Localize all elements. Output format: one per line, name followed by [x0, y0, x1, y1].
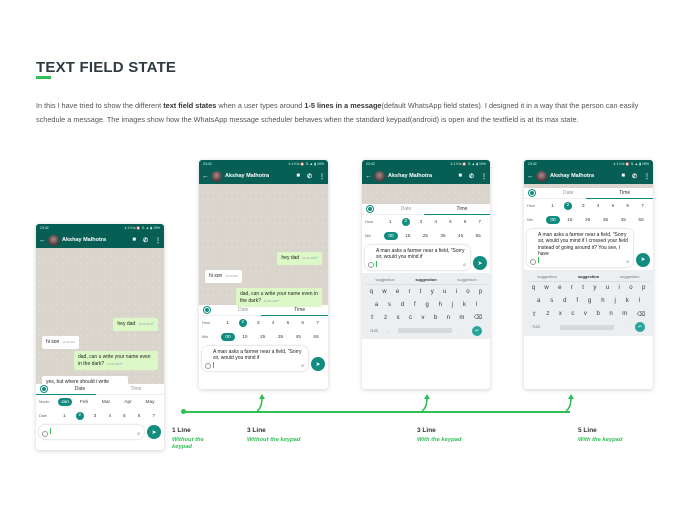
status-time: 23:42: [40, 226, 49, 230]
emoji-icon[interactable]: [368, 262, 374, 268]
key[interactable]: b: [596, 311, 600, 318]
key[interactable]: j: [451, 301, 454, 308]
composer: [362, 243, 490, 273]
composer: [524, 227, 653, 270]
date-label: Date: [39, 414, 48, 418]
back-arrow-icon[interactable]: ←: [39, 236, 46, 244]
hour-label: Hour: [202, 321, 211, 325]
text-cursor: [213, 362, 214, 368]
key[interactable]: v: [421, 314, 425, 321]
timeline-line: [183, 411, 570, 413]
phone-3-line-no-keypad: [199, 160, 328, 389]
key[interactable]: c: [409, 314, 412, 321]
minute-option[interactable]: 55: [475, 233, 481, 239]
hour-row: [524, 199, 653, 213]
attach-icon[interactable]: ⌀: [462, 261, 466, 268]
hour-option[interactable]: 1: [551, 203, 554, 209]
minute-option[interactable]: 15: [567, 217, 573, 223]
caption-subtitle: Without the keypad: [247, 437, 301, 443]
key[interactable]: d: [400, 301, 405, 308]
contact-name[interactable]: Akshay Malhotra: [550, 173, 595, 179]
more-options-icon[interactable]: ⋮: [644, 173, 650, 180]
backspace-key-icon[interactable]: ⌫: [473, 315, 483, 322]
key[interactable]: m: [622, 311, 628, 318]
schedule-icon: [204, 307, 210, 313]
minute-option[interactable]: 15: [405, 233, 411, 239]
scheduler-panel: [362, 204, 490, 273]
schedule-icon: [41, 386, 47, 392]
hour-option[interactable]: 7: [316, 320, 319, 326]
message-text: yes, but where should i write: [46, 379, 110, 385]
month-option[interactable]: Mar: [101, 399, 111, 405]
status-icons: 4.1 K/s ⏰ ⇅ ▲ ▮ 19%: [288, 162, 324, 166]
key[interactable]: f: [413, 301, 416, 308]
phone-call-icon[interactable]: ✆: [468, 173, 474, 180]
shift-key-icon[interactable]: ⇧: [531, 311, 537, 318]
minute-option[interactable]: 35: [277, 334, 284, 340]
hour-option[interactable]: 4: [434, 219, 438, 225]
attach-icon[interactable]: ⌀: [625, 258, 629, 265]
scheduler-tabs: [362, 204, 490, 215]
hour-option[interactable]: 6: [626, 203, 630, 209]
back-arrow-icon[interactable]: ←: [365, 172, 372, 180]
key[interactable]: t: [582, 285, 584, 292]
space-key[interactable]: [398, 328, 452, 333]
symbols-key[interactable]: ?123: [531, 325, 540, 330]
tab-indicator: [424, 214, 490, 216]
key[interactable]: e: [395, 288, 400, 295]
date-option[interactable]: 6: [137, 413, 141, 419]
date-option[interactable]: 2: [76, 412, 84, 420]
key[interactable]: q: [369, 288, 373, 295]
scheduler-panel: [199, 305, 328, 374]
contact-name[interactable]: Akshay Malhotra: [388, 173, 433, 179]
status-icons: 4.1 K/s ⏰ ⇅ ▲ ▮ 19%: [124, 226, 160, 230]
key-row-1: [365, 285, 487, 298]
read-tick-icon: ✔: [150, 321, 154, 326]
hour-option[interactable]: 7: [641, 203, 644, 209]
hour-option[interactable]: 4: [596, 203, 600, 209]
suggestion[interactable]: suggestion: [577, 273, 600, 279]
key[interactable]: y: [593, 285, 597, 292]
message-text: hi son: [209, 273, 223, 279]
status-time: 23:42: [528, 162, 537, 166]
text-cursor: [538, 257, 539, 263]
caption-heading: 3 Line: [247, 427, 266, 434]
key[interactable]: h: [601, 298, 605, 305]
message-input[interactable]: [202, 346, 308, 371]
key[interactable]: s: [550, 298, 554, 305]
date-row: [36, 409, 164, 423]
date-option[interactable]: 7: [152, 413, 156, 419]
hour-label: Hour: [365, 220, 374, 224]
hour-option[interactable]: 1: [389, 219, 392, 225]
minute-option[interactable]: 25: [260, 334, 266, 340]
tab-date[interactable]: Date: [400, 206, 412, 212]
tab-date[interactable]: Date: [237, 307, 249, 313]
contact-name[interactable]: Akshay Malhotra: [225, 173, 270, 179]
send-button[interactable]: ➤: [473, 256, 487, 270]
more-options-icon[interactable]: ⋮: [319, 173, 325, 180]
date-option[interactable]: 3: [93, 413, 97, 419]
back-arrow-icon[interactable]: ←: [202, 172, 209, 180]
message-bubble: [113, 318, 158, 331]
key[interactable]: y: [430, 288, 434, 295]
suggestion[interactable]: suggestion: [537, 273, 557, 279]
date-option[interactable]: 1: [63, 413, 66, 419]
suggestion[interactable]: suggestion: [620, 273, 640, 279]
video-call-icon[interactable]: ■: [132, 237, 136, 243]
month-option[interactable]: May: [145, 399, 155, 405]
key[interactable]: t: [419, 288, 422, 295]
message-time: 11:23 AM: [225, 274, 238, 278]
key[interactable]: v: [583, 311, 587, 318]
intro-text: In this I have tried to show the different: [36, 101, 164, 110]
phone-3-line-keypad: [362, 160, 490, 389]
chat-header: [524, 168, 653, 184]
key[interactable]: a: [374, 301, 379, 308]
key[interactable]: l: [638, 298, 640, 305]
hour-row: [362, 215, 490, 229]
attach-icon[interactable]: ⌀: [136, 430, 140, 437]
message-bubble: [42, 336, 79, 349]
schedule-icon: [367, 206, 373, 212]
key[interactable]: l: [475, 301, 477, 308]
minute-option[interactable]: 25: [585, 217, 591, 223]
key[interactable]: a: [536, 298, 541, 305]
tab-time[interactable]: Time: [130, 386, 142, 392]
chat-area: [199, 184, 328, 305]
message-input[interactable]: [39, 425, 144, 439]
minute-label: Min: [365, 234, 372, 238]
chat-area: [362, 184, 490, 204]
phone-1-line: [36, 224, 164, 450]
avatar[interactable]: [211, 171, 222, 182]
tab-time[interactable]: Time: [619, 190, 631, 196]
key[interactable]: k: [625, 298, 629, 305]
keyboard: [524, 270, 653, 336]
status-time: 23:42: [366, 162, 375, 166]
key[interactable]: b: [433, 314, 438, 321]
read-tick-icon: ✔: [119, 360, 123, 366]
minute-row: [199, 330, 328, 344]
message-text: dad, can u write your name even in the dark?: [240, 291, 318, 304]
video-call-icon[interactable]: ■: [458, 173, 462, 179]
text-cursor: [50, 428, 51, 434]
key[interactable]: f: [576, 298, 579, 305]
chat-header: [36, 232, 164, 248]
month-row: [36, 395, 164, 409]
month-option[interactable]: Jan: [58, 398, 72, 406]
schedule-icon: [529, 190, 535, 196]
caption-heading: 1 Line: [172, 427, 191, 434]
period-key[interactable]: .: [461, 328, 463, 333]
key[interactable]: n: [609, 311, 613, 318]
key[interactable]: g: [587, 298, 592, 305]
key-row-3: [365, 311, 487, 324]
key[interactable]: k: [462, 301, 466, 308]
hour-option[interactable]: 5: [449, 219, 452, 225]
message-time: 11:24 AM: [107, 361, 120, 366]
suggestion[interactable]: suggestion: [415, 277, 437, 283]
minute-option[interactable]: 35: [602, 217, 609, 223]
key[interactable]: m: [459, 314, 465, 321]
key[interactable]: u: [605, 285, 610, 292]
date-option[interactable]: 4: [108, 413, 112, 419]
enter-key-icon[interactable]: ↵: [635, 322, 645, 332]
key-row-2: [365, 298, 487, 311]
suggestion-bar: [365, 275, 487, 285]
composer: [199, 344, 328, 374]
key[interactable]: s: [388, 301, 392, 308]
minute-option[interactable]: 25: [422, 233, 429, 239]
hour-option[interactable]: 7: [478, 219, 482, 225]
phone-call-icon[interactable]: ✆: [631, 173, 637, 180]
minute-option[interactable]: 45: [295, 334, 301, 340]
key-row-4: [527, 321, 650, 334]
input-text: A man asks a farmer near a field, "Sorry sir, would you mind if: [213, 349, 302, 362]
page-title: TEXT FIELD STATE: [36, 59, 177, 76]
key[interactable]: j: [614, 298, 616, 305]
message-text: hi son: [46, 339, 60, 345]
tab-time[interactable]: Time: [456, 206, 468, 212]
tab-indicator: [586, 198, 653, 200]
period-key[interactable]: .: [624, 325, 626, 330]
hour-option[interactable]: 2: [564, 202, 572, 210]
intro-bold: 1-5 lines in a message: [304, 101, 382, 110]
message-text: hey dad: [117, 321, 136, 327]
backspace-key-icon[interactable]: ⌫: [636, 311, 646, 318]
message-bubble: [277, 252, 322, 265]
hour-option[interactable]: 5: [286, 320, 290, 326]
avatar[interactable]: [536, 171, 547, 182]
timeline-caption: [578, 427, 622, 444]
timeline-arrow-icon: [421, 394, 431, 412]
message-text: dad, can u write your name even in the dark?: [78, 354, 151, 367]
phone-5-line-keypad: [524, 160, 653, 389]
minute-option[interactable]: 00: [546, 216, 560, 224]
key[interactable]: h: [438, 301, 442, 308]
read-tick-icon: ✔: [276, 297, 280, 303]
key[interactable]: z: [384, 314, 388, 321]
hour-option[interactable]: 3: [256, 320, 260, 326]
suggestion-bar: [527, 272, 650, 282]
more-options-icon[interactable]: ⋮: [481, 173, 487, 180]
emoji-icon[interactable]: [530, 259, 536, 265]
message-time: 11:22 AM: [138, 322, 151, 326]
emoji-icon[interactable]: [205, 363, 211, 369]
key[interactable]: n: [446, 314, 450, 321]
scheduler-tabs: [199, 305, 328, 316]
scheduler-tabs: [524, 188, 653, 199]
phone-call-icon[interactable]: ✆: [142, 237, 148, 244]
message-input[interactable]: [527, 229, 633, 267]
key[interactable]: i: [618, 285, 620, 292]
key[interactable]: x: [558, 311, 562, 318]
send-button[interactable]: ➤: [311, 357, 325, 371]
minute-option[interactable]: 15: [242, 334, 248, 340]
title-underline: [36, 76, 51, 79]
key[interactable]: c: [571, 311, 575, 318]
emoji-icon[interactable]: [42, 431, 48, 437]
hour-option[interactable]: 2: [402, 218, 410, 226]
minute-option[interactable]: 45: [457, 233, 464, 239]
key[interactable]: r: [408, 288, 411, 295]
key[interactable]: u: [443, 288, 447, 295]
message-time: 11:22 AM: [302, 256, 315, 260]
contact-name[interactable]: Akshay Malhotra: [62, 237, 107, 243]
key-row-1: [527, 282, 650, 295]
key[interactable]: x: [396, 314, 400, 321]
hour-option[interactable]: 3: [581, 203, 585, 209]
tab-indicator: [36, 394, 96, 396]
key[interactable]: o: [466, 288, 470, 295]
status-time: 23:42: [203, 162, 212, 166]
input-text: A man asks a farmer near a field, "Sorry sir, would you mind if I crossed your field instead of going around it? You see, I have: [538, 232, 628, 257]
avatar[interactable]: [374, 171, 385, 182]
chat-header: [199, 168, 328, 184]
message-time: 11:23 AM: [62, 340, 75, 344]
status-bar: [36, 224, 164, 232]
key-row-2: [527, 295, 650, 308]
minute-row: [362, 229, 490, 243]
key-row-3: [527, 308, 650, 321]
status-bar: [524, 160, 653, 168]
hour-option[interactable]: 4: [271, 320, 275, 326]
message-input[interactable]: [365, 245, 470, 270]
more-options-icon[interactable]: ⋮: [155, 237, 161, 244]
intro-text: (default WhatsApp field states). I designed it in a way that the person can easily schedule a message. The images show how the WhatsApp message scheduler behaves when the standard keypad(android) is open and the textfield is at its max state.: [36, 101, 639, 124]
input-text: A man asks a farmer near a field, "Sorry sir, would you mind if: [376, 248, 465, 261]
minute-option[interactable]: 35: [440, 233, 446, 239]
hour-option[interactable]: 6: [463, 219, 467, 225]
scheduler-tabs: [36, 384, 164, 395]
message-text: hey dad: [281, 255, 300, 261]
shift-key-icon[interactable]: ⇧: [369, 315, 375, 322]
comma-key[interactable]: ,: [387, 328, 389, 333]
key[interactable]: g: [425, 301, 429, 308]
hour-option[interactable]: 2: [239, 319, 247, 327]
tab-date[interactable]: Date: [562, 190, 574, 196]
key-row-4: [365, 324, 487, 337]
key[interactable]: w: [382, 288, 387, 295]
scheduler-panel: [36, 384, 164, 442]
tab-date[interactable]: Date: [74, 386, 86, 392]
hour-option[interactable]: 5: [611, 203, 615, 209]
minute-option[interactable]: 55: [638, 217, 644, 223]
read-tick-icon: ✔: [314, 255, 318, 260]
comma-key[interactable]: ,: [549, 325, 551, 330]
suggestion[interactable]: suggestion: [375, 277, 395, 283]
hour-row: [199, 316, 328, 330]
status-bar: [362, 160, 490, 168]
video-call-icon[interactable]: ■: [296, 173, 300, 179]
video-call-icon[interactable]: ■: [621, 173, 625, 179]
caption-heading: 5 Line: [578, 427, 597, 434]
chat-area: [36, 248, 164, 384]
key[interactable]: p: [641, 285, 646, 292]
timeline-caption: [417, 427, 461, 444]
minute-label: Min: [202, 335, 209, 339]
send-button[interactable]: ➤: [636, 253, 650, 267]
composer: [36, 423, 164, 442]
key[interactable]: r: [570, 285, 573, 292]
key[interactable]: p: [478, 288, 483, 295]
scheduler-panel: [524, 188, 653, 270]
text-cursor: [376, 261, 377, 267]
month-option[interactable]: Apr: [124, 399, 132, 405]
message-bubble: [205, 270, 242, 283]
minute-row: [524, 213, 653, 227]
month-option[interactable]: Feb: [79, 399, 89, 405]
key[interactable]: d: [563, 298, 567, 305]
timeline-arrow-icon: [565, 394, 575, 412]
timeline-arrow-icon: [256, 394, 266, 412]
minute-option[interactable]: 00: [221, 333, 235, 341]
avatar[interactable]: [48, 235, 59, 246]
key[interactable]: e: [558, 285, 562, 292]
minute-label: Min: [527, 218, 534, 222]
minute-option[interactable]: 00: [384, 232, 398, 240]
status-bar: [199, 160, 328, 168]
key[interactable]: z: [546, 311, 550, 318]
status-icons: 4.1 K/s ⏰ ⇅ ▲ ▮ 19%: [450, 162, 486, 166]
message-time: 11:24 AM: [263, 298, 277, 303]
caption-heading: 3 Line: [417, 427, 436, 434]
space-key[interactable]: [560, 325, 614, 330]
key[interactable]: o: [629, 285, 633, 292]
symbols-key[interactable]: ?123: [369, 328, 378, 333]
intro-text: when a user types around: [216, 101, 305, 110]
keyboard: [362, 273, 490, 339]
month-label: Month: [39, 400, 50, 404]
minute-option[interactable]: 45: [620, 217, 626, 223]
caption-subtitle: Without the keypad: [172, 437, 204, 450]
enter-key-icon[interactable]: ↵: [472, 326, 482, 336]
intro-paragraph: [36, 99, 666, 127]
chat-header: [362, 168, 490, 184]
tab-time[interactable]: Time: [294, 307, 306, 313]
caption-subtitle: With the keypad: [578, 437, 623, 443]
tab-indicator: [261, 315, 328, 317]
minute-option[interactable]: 55: [313, 334, 319, 340]
caption-subtitle: With the keypad: [417, 437, 462, 443]
timeline-caption: [247, 427, 300, 444]
intro-bold: text field states: [163, 101, 217, 110]
suggestion[interactable]: suggestion: [457, 277, 477, 283]
attach-icon[interactable]: ⌀: [300, 362, 304, 369]
hour-option[interactable]: 6: [301, 320, 305, 326]
key[interactable]: q: [531, 285, 536, 292]
send-button[interactable]: ➤: [147, 425, 161, 439]
key[interactable]: i: [455, 288, 457, 295]
date-option[interactable]: 5: [123, 413, 126, 419]
hour-option[interactable]: 3: [419, 219, 423, 225]
back-arrow-icon[interactable]: ←: [527, 172, 534, 180]
status-icons: 4.1 K/s ⏰ ⇅ ▲ ▮ 19%: [613, 162, 649, 166]
phone-call-icon[interactable]: ✆: [306, 173, 312, 180]
timeline-caption: [172, 427, 222, 451]
hour-label: Hour: [527, 204, 536, 208]
key[interactable]: w: [544, 285, 549, 292]
hour-option[interactable]: 1: [226, 320, 229, 326]
message-bubble: [74, 351, 158, 370]
